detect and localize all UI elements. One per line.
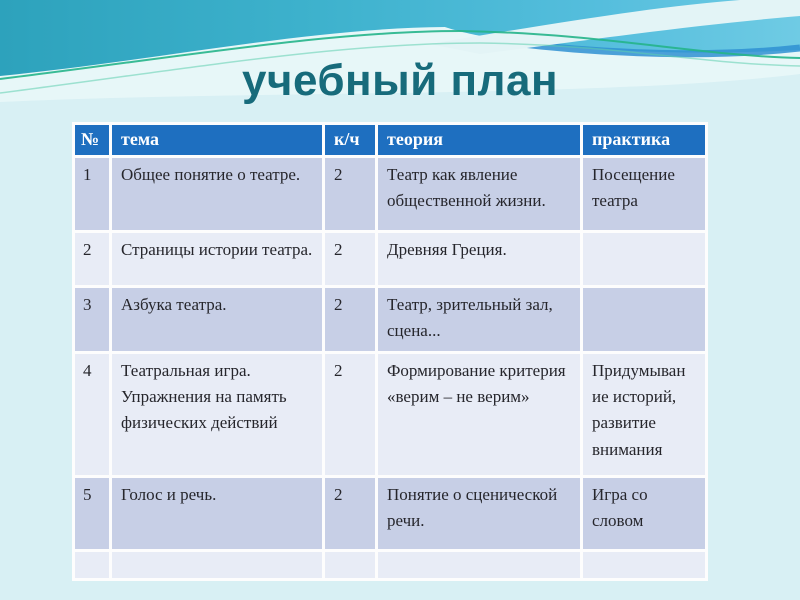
table-cell: 2 — [325, 233, 375, 285]
table-cell — [325, 552, 375, 578]
table-cell — [378, 552, 580, 578]
table-body — [75, 158, 705, 578]
table-cell — [75, 552, 109, 578]
column-header-theory: теория — [378, 125, 580, 155]
table-cell: 2 — [75, 233, 109, 285]
table-cell: 1 — [75, 158, 109, 230]
table-row — [75, 158, 705, 230]
table-cell: Игра со словом — [583, 478, 705, 549]
table-row — [75, 288, 705, 351]
table-row — [75, 552, 705, 578]
table-cell: Придумывание историй, развитие внимания — [583, 354, 705, 475]
table-cell: Голос и речь. — [112, 478, 322, 549]
table-cell: Посещение театра — [583, 158, 705, 230]
slide-title: учебный план — [241, 56, 559, 105]
table-cell: 3 — [75, 288, 109, 351]
column-header-topic: тема — [112, 125, 322, 155]
table-row — [75, 354, 705, 475]
column-header-number: № — [75, 125, 109, 155]
table-cell: Древняя Греция. — [378, 233, 580, 285]
table-cell: 5 — [75, 478, 109, 549]
table-cell: Общее понятие о театре. — [112, 158, 322, 230]
table-cell: Страницы истории театра. — [112, 233, 322, 285]
table-cell: Театральная игра. Упражнения на память физических действий — [112, 354, 322, 475]
table-cell: Понятие о сценической речи. — [378, 478, 580, 549]
table-cell: Театр, зрительный зал, сцена... — [378, 288, 580, 351]
table-cell: Азбука театра. — [112, 288, 322, 351]
table-cell: Театр как явление общественной жизни. — [378, 158, 580, 230]
curriculum-table — [72, 122, 708, 581]
column-header-practice: практика — [583, 125, 705, 155]
column-header-hours: к/ч — [325, 125, 375, 155]
table-row — [75, 478, 705, 549]
table-cell — [583, 288, 705, 351]
table-cell: 2 — [325, 354, 375, 475]
table-cell: 2 — [325, 288, 375, 351]
table-cell: Формирование критерия «верим – не верим» — [378, 354, 580, 475]
table-cell — [583, 552, 705, 578]
table-header-row — [75, 125, 705, 155]
table-cell — [583, 233, 705, 285]
table-cell: 2 — [325, 158, 375, 230]
table-cell: 4 — [75, 354, 109, 475]
table-cell: 2 — [325, 478, 375, 549]
table-cell — [112, 552, 322, 578]
table-row — [75, 233, 705, 285]
